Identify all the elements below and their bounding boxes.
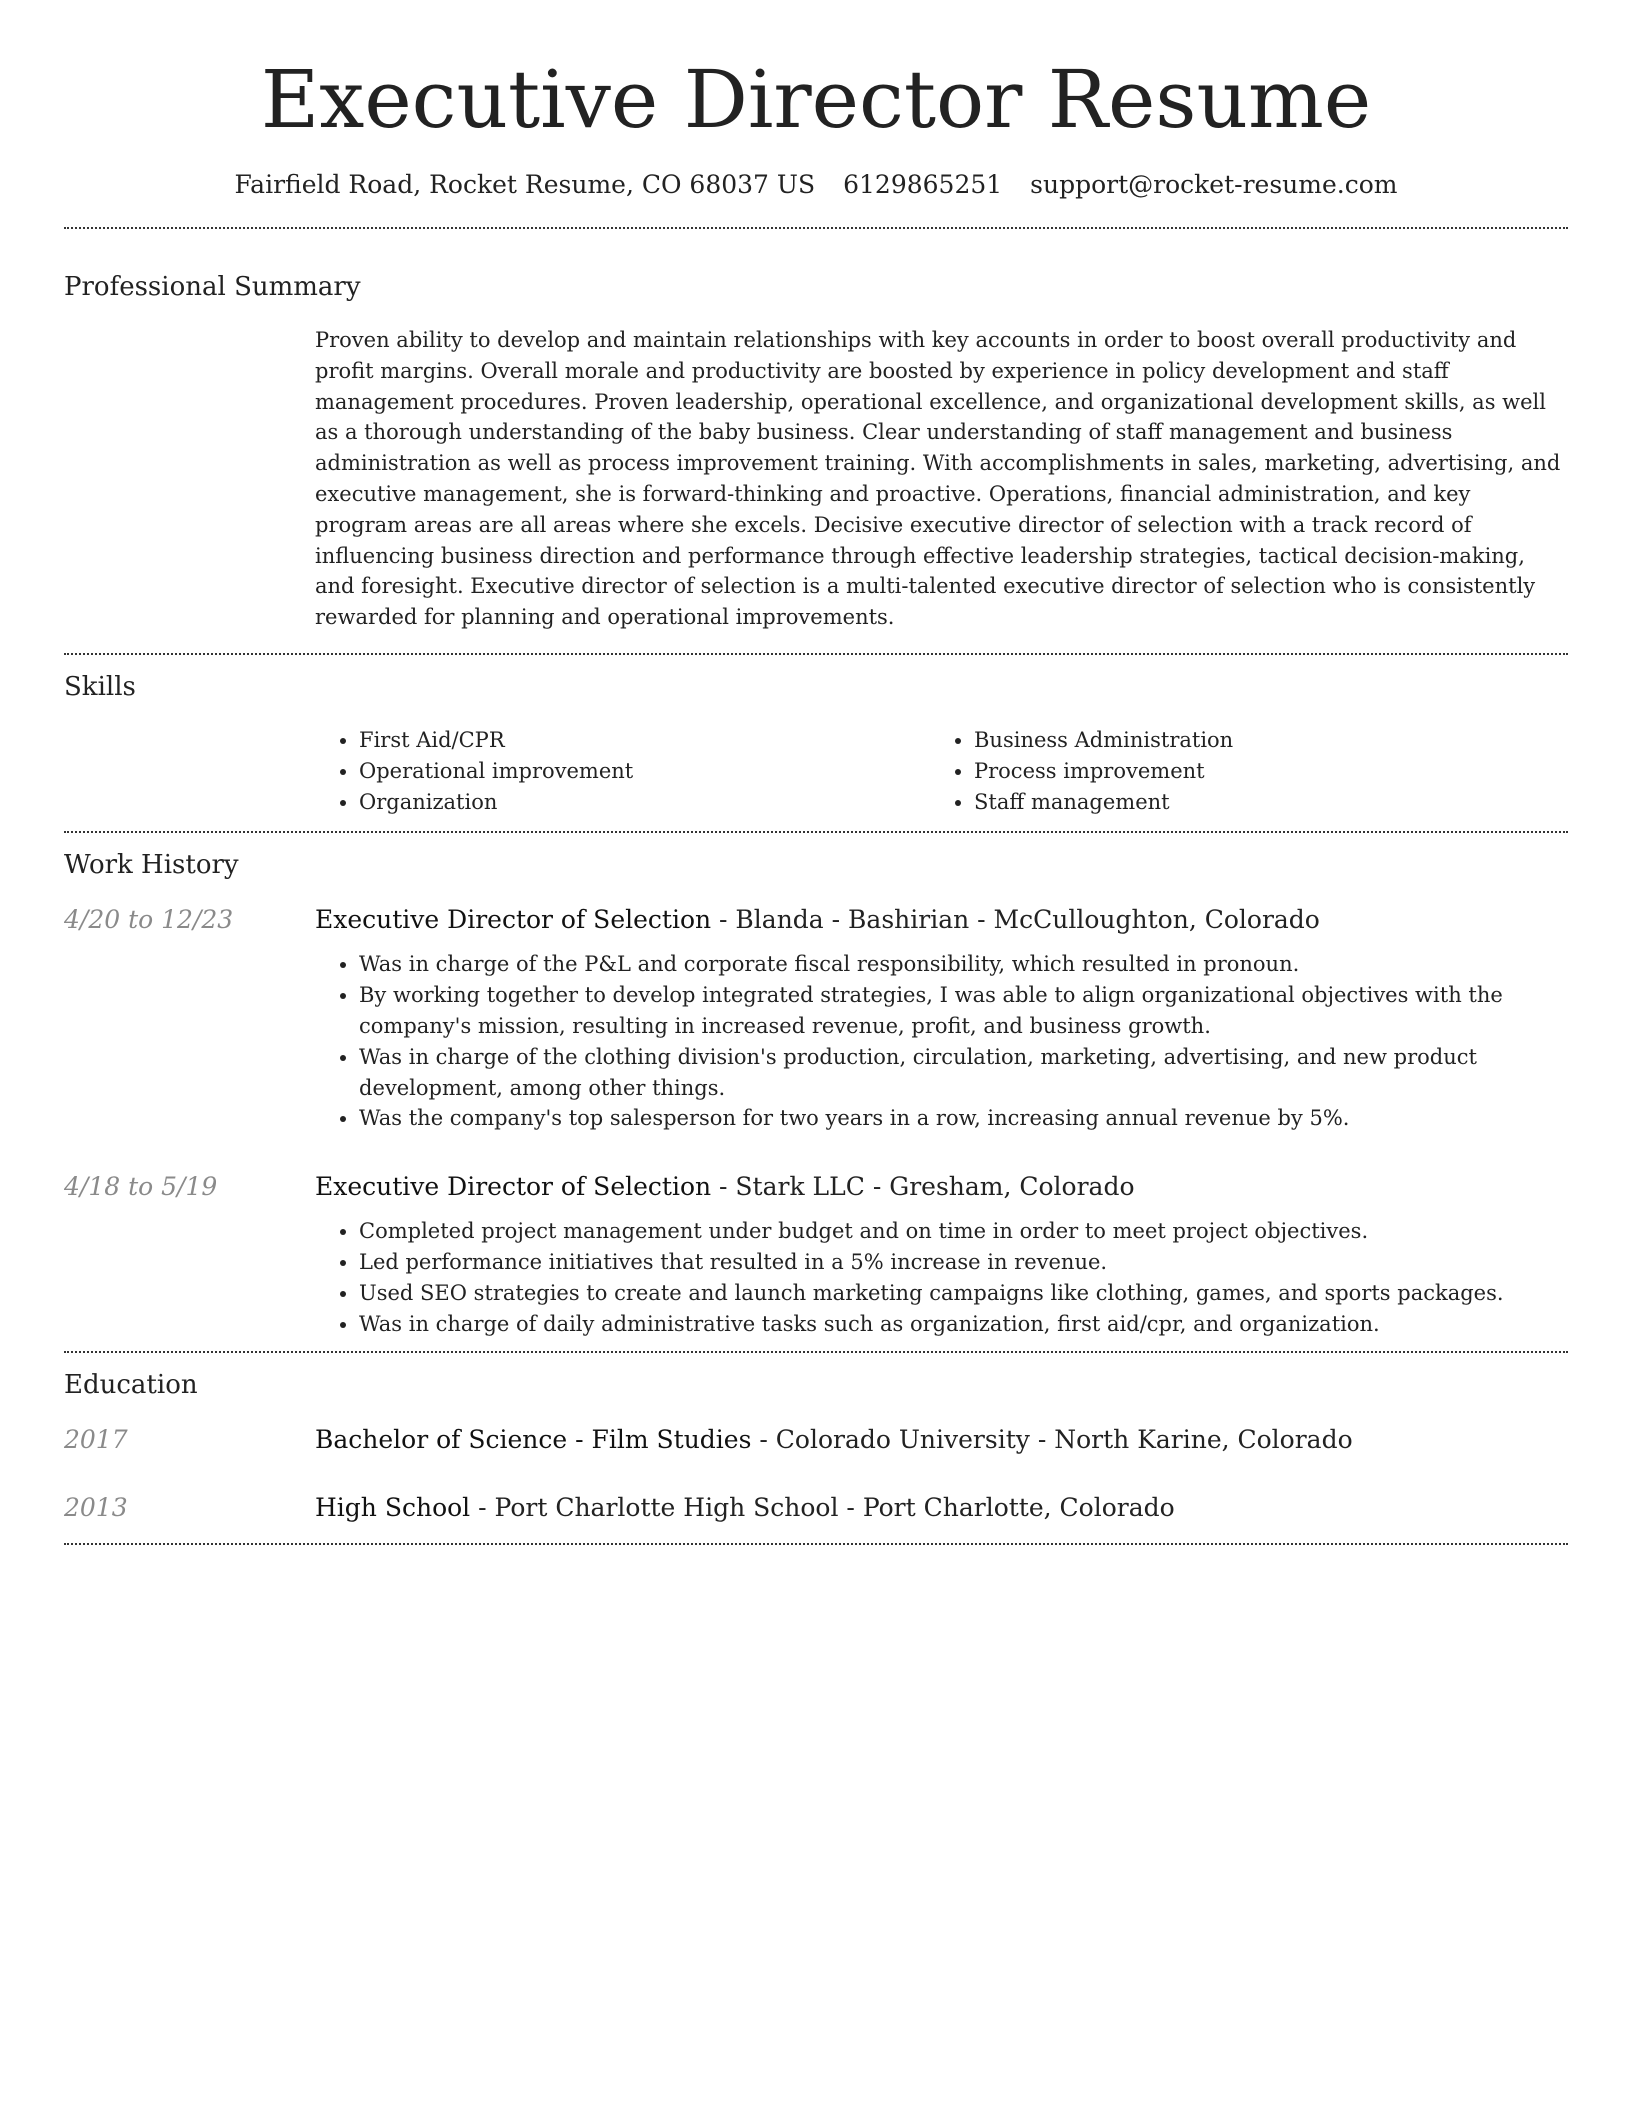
contact-email[interactable]: support@rocket-resume.com xyxy=(1030,170,1398,199)
divider xyxy=(64,1351,1568,1353)
work-details xyxy=(315,903,1568,1134)
work-heading-line xyxy=(315,1170,1568,1204)
work-bullet: • Was the company's top salesperson for two years in a row, increasing annual revenue by 5%. xyxy=(359,1103,1568,1134)
contact-phone: 6129865251 xyxy=(843,170,1003,199)
skill-item: • First Aid/CPR xyxy=(359,725,930,756)
skill-item: • Staff management xyxy=(974,787,1545,818)
work-heading: Work History xyxy=(64,850,239,881)
school-info: - Port Charlotte High School - Port Charlotte, Colorado xyxy=(470,1493,1175,1523)
summary-text: Proven ability to develop and maintain relationships with key accounts in order to boost overall productivity and profit margins. Overall morale and productivity are boosted by experience in policy development and staff management procedures. Proven leadership, operational excellence, and organizational development skills, as well as a thorough understanding of the baby business. Clear understanding of staff management and business administration as well as process improvement training. With accomplishments in sales, marketing, advertising, and executive management, she is forward-thinking and proactive. Operations, financial administration, and key program areas are all areas where she excels. Decisive executive director of selection with a track record of influencing business direction and performance through effective leadership strategies, tactical decision-making, and foresight. Executive director of selection is a multi-talented executive director of selection who is consistently rewarded for planning and operational improvements. xyxy=(315,328,1561,630)
skills-left-list xyxy=(315,725,930,817)
job-employer: - Blanda - Bashirian - McCulloughton, Colorado xyxy=(711,905,1320,935)
contact-line xyxy=(64,168,1568,202)
school-info: - Colorado University - North Karine, Colorado xyxy=(751,1425,1353,1455)
resume-page xyxy=(64,0,1568,1545)
work-bullet: • Used SEO strategies to create and launch marketing campaigns like clothing, games, and sports packages. xyxy=(359,1278,1568,1309)
education-details xyxy=(315,1423,1568,1457)
skill-item: • Organization xyxy=(359,787,930,818)
skill-item: • Process improvement xyxy=(974,756,1545,787)
work-details xyxy=(315,1170,1568,1339)
skills-heading: Skills xyxy=(64,671,136,702)
degree-title: High School xyxy=(315,1493,471,1523)
summary-heading: Professional Summary xyxy=(64,272,361,302)
work-heading-line xyxy=(315,903,1568,937)
work-date: 4/18 to 5/19 xyxy=(64,1172,218,1202)
work-bullets xyxy=(315,1216,1568,1339)
divider xyxy=(64,653,1568,655)
job-title: Executive Director of Selection xyxy=(315,905,712,935)
work-bullet: • Completed project management under budget and on time in order to meet project objectives. xyxy=(359,1216,1568,1247)
work-entry xyxy=(64,1170,1568,1339)
skills-right-list xyxy=(930,725,1545,817)
education-heading-line xyxy=(315,1423,1568,1457)
work-date: 4/20 to 12/23 xyxy=(64,905,234,935)
education-heading-line xyxy=(315,1491,1568,1525)
skill-item: • Business Administration xyxy=(974,725,1545,756)
divider xyxy=(64,227,1568,229)
work-bullet: • Was in charge of the clothing division's production, circulation, marketing, advertising, and new product development, among other things. xyxy=(359,1042,1568,1104)
education-entry xyxy=(64,1491,1568,1525)
summary-section xyxy=(315,325,1568,633)
job-title: Executive Director of Selection xyxy=(315,1172,712,1202)
resume-title: Executive Director Resume xyxy=(260,53,1372,146)
work-bullets xyxy=(315,949,1568,1134)
job-employer: - Stark LLC - Gresham, Colorado xyxy=(711,1172,1135,1202)
work-bullet: • By working together to develop integrated strategies, I was able to align organizational objectives with the company's mission, resulting in increased revenue, profit, and business growth. xyxy=(359,980,1568,1042)
education-details xyxy=(315,1491,1568,1525)
work-entry xyxy=(64,903,1568,1134)
divider xyxy=(64,1543,1568,1545)
education-date: 2017 xyxy=(64,1425,128,1455)
degree-title: Bachelor of Science - Film Studies xyxy=(315,1425,752,1455)
education-heading: Education xyxy=(64,1370,198,1401)
work-bullet: • Led performance initiatives that resulted in a 5% increase in revenue. xyxy=(359,1247,1568,1278)
skill-item: • Operational improvement xyxy=(359,756,930,787)
divider xyxy=(64,831,1568,833)
education-entry xyxy=(64,1423,1568,1457)
skills-grid xyxy=(315,725,1568,817)
contact-address: Fairfield Road, Rocket Resume, CO 68037 US xyxy=(234,170,816,199)
work-bullet: • Was in charge of daily administrative tasks such as organization, first aid/cpr, and organization. xyxy=(359,1309,1568,1340)
work-bullet: • Was in charge of the P&L and corporate fiscal responsibility, which resulted in pronoun. xyxy=(359,949,1568,980)
education-date: 2013 xyxy=(64,1493,128,1523)
